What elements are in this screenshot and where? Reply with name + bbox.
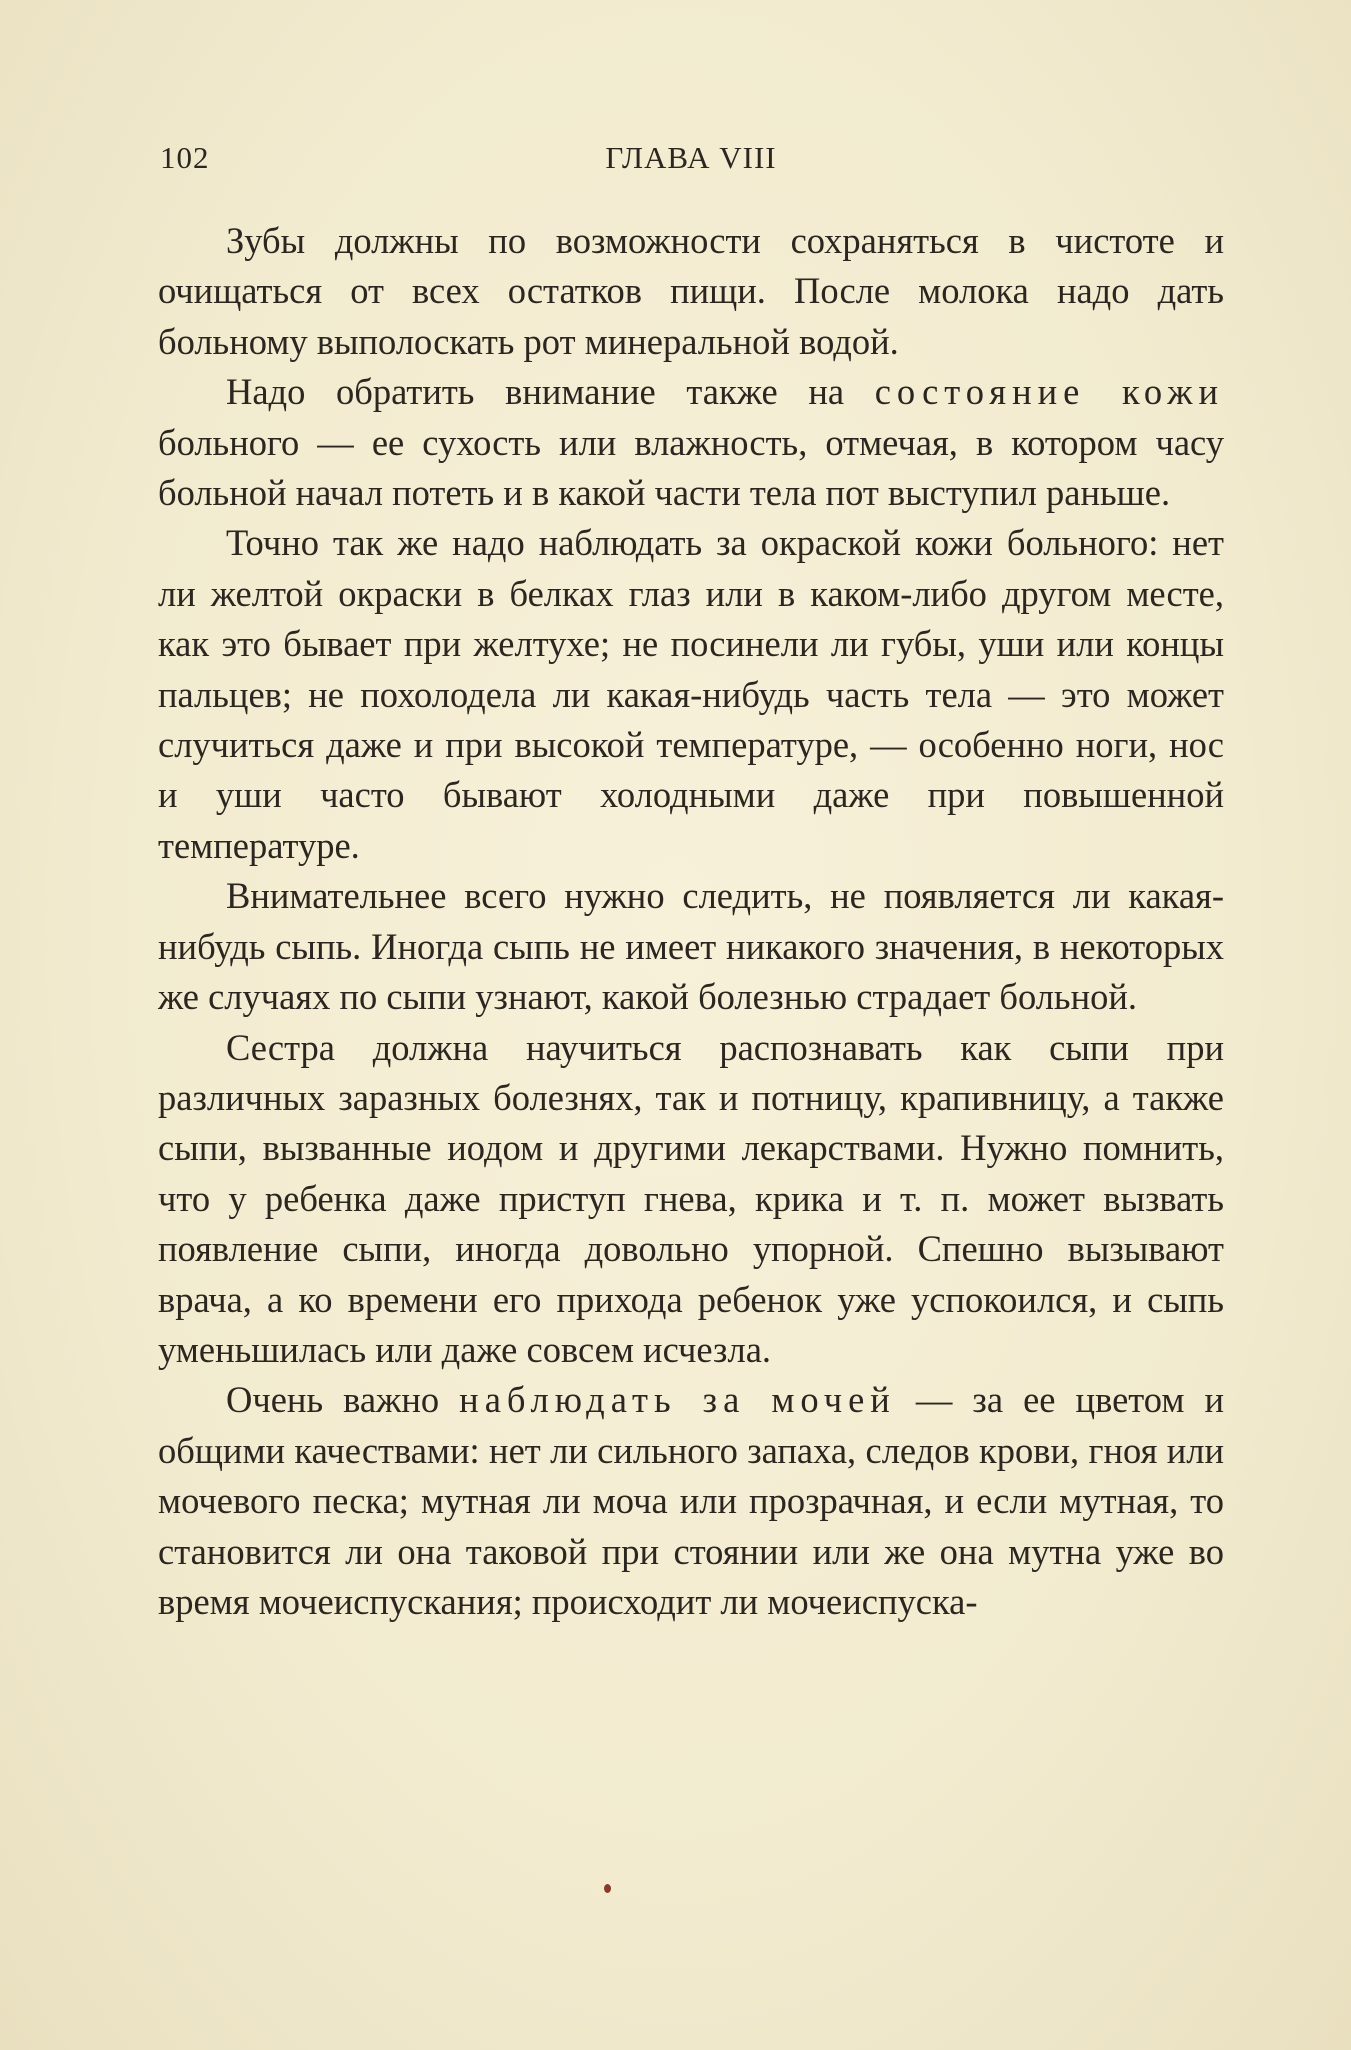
running-header [160,140,1222,180]
paragraph-skin-condition [158,367,1224,518]
paragraph-teeth: Зубы должны по возможности сохраняться в чистоте и очищаться от всех остатков пищи. После молока надо дать больному выполоскать рот минеральной водой. [158,220,1224,362]
paragraph-text: — за ее цветом и общими качествами: нет ли сильного запаха, следов крови, гноя или мочевого песка; мутная ли моча или прозрачная, и если мутная, то становится ли она таковой при стоянии или же она мутна уже во время мочеиспускания; происходит ли мочеиспуска- [158,1379,1225,1622]
paragraph-skin-color: Точно так же надо наблюдать за окраской кожи больного: нет ли желтой окраски в белках глаз или в каком-либо другом месте, как это бывает при желтухе; не посинели ли губы, уши или концы пальцев; не похолодела ли какая-нибудь часть тела — это может случиться даже и при высокой температуре, — особенно ноги, нос и уши часто бывают холодными даже при повышенной температуре. [158,522,1224,866]
paragraph-rash: Внимательнее всего нужно следить, не появляется ли какая-нибудь сыпь. Иногда сыпь не имеет никакого значения, в некоторых же случаях по сыпи узнают, какой болезнью страдает больной. [158,875,1224,1018]
paragraph-text: Очень важно [226,1379,460,1421]
paragraph-text: больного — ее сухость или влажность, отмечая, в котором часу больной начал потеть и в какой части тела пот выступил раньше. [158,421,1224,514]
paragraph-urine [158,1375,1224,1627]
ink-spot [604,1884,611,1893]
chapter-title: ГЛАВА VIII [605,140,777,175]
body-text [158,216,1224,1627]
paragraph-text: Надо обратить внимание также на [226,371,875,413]
page-number: 102 [160,140,210,175]
emphasized-text: наблюдать за мочей [459,1379,896,1421]
emphasized-text: состояние кожи [874,371,1224,413]
paragraph-nurse-rash: Сестра должна научиться распознавать как сыпи при различных заразных болезнях, так и потницу, крапивницу, а также сыпи, вызванные иодом и другими лекарствами. Нужно помнить, что у ребенка даже приступ гнева, крика и т. п. может вызвать появление сыпи, иногда довольно упорной. Спешно вызывают врача, а ко времени его прихода ребенок уже успокоился, и сыпь уменьшилась или даже совсем исчезла. [158,1026,1224,1370]
